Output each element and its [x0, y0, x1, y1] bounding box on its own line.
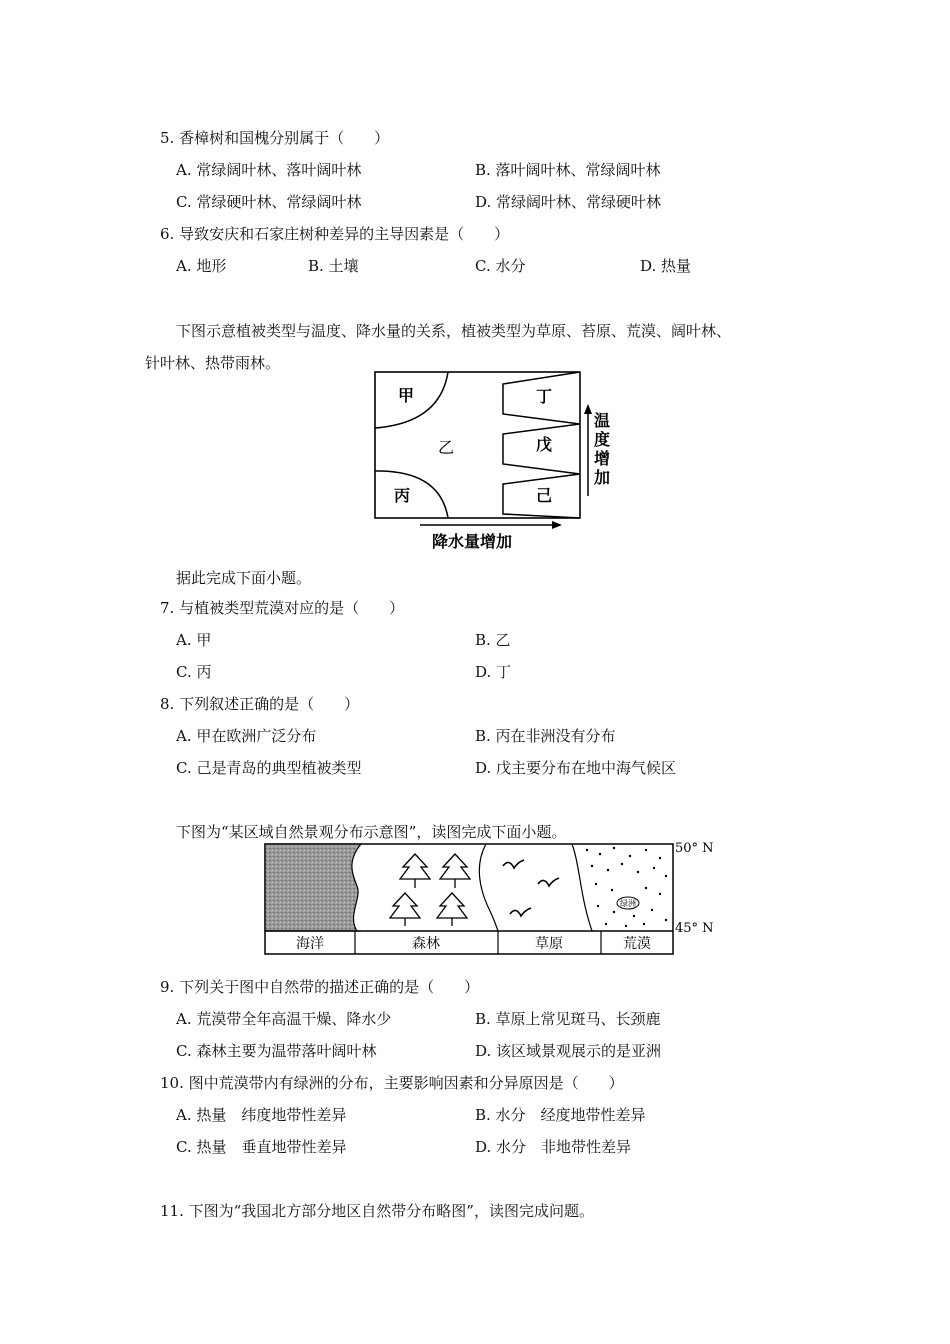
q9-stem: 9. 下列关于图中自然带的描述正确的是（ ）	[160, 978, 480, 996]
landscape-diagram	[262, 836, 722, 966]
q7-option-a[interactable]: A. 甲	[176, 631, 212, 649]
temperature-arrowhead	[584, 404, 592, 414]
q10-stem: 10. 图中荒漠带内有绿洲的分布，主要影响因素和分异原因是（ ）	[160, 1074, 624, 1092]
q5-option-d[interactable]: D. 常绿阔叶林、常绿硬叶林	[475, 193, 662, 211]
temp-label-2: 度	[594, 430, 611, 449]
vegetation-diagram	[370, 368, 620, 557]
temp-label-4: 加	[594, 468, 611, 487]
precipitation-label: 降水量增加	[432, 532, 513, 551]
q6-option-d[interactable]: D. 热量	[640, 257, 692, 275]
q5-option-a[interactable]: A. 常绿阔叶林、落叶阔叶林	[176, 161, 362, 179]
q10-option-c[interactable]: C. 热量 垂直地带性差异	[176, 1138, 347, 1156]
q6-option-b[interactable]: B. 土壤	[308, 257, 359, 275]
label-bing: 丙	[394, 486, 411, 505]
q6-stem: 6. 导致安庆和石家庄树种差异的主导因素是（ ）	[160, 225, 510, 243]
label-ding: 丁	[536, 387, 553, 406]
q5-option-b[interactable]: B. 落叶阔叶林、常绿阔叶林	[475, 161, 661, 179]
q9-option-a[interactable]: A. 荒漠带全年高温干燥、降水少	[176, 1010, 392, 1028]
label-grassland: 草原	[535, 936, 563, 952]
q5-option-c[interactable]: C. 常绿硬叶林、常绿阔叶林	[176, 193, 362, 211]
intro1-line2: 针叶林、热带雨林。	[145, 354, 281, 372]
q7-option-d[interactable]: D. 丁	[475, 663, 512, 681]
q9-option-c[interactable]: C. 森林主要为温带落叶阔叶林	[176, 1042, 377, 1060]
temp-label-3: 增	[594, 449, 611, 468]
q8-option-a[interactable]: A. 甲在欧洲广泛分布	[176, 727, 317, 745]
latitude-45n: 45° N	[675, 921, 714, 936]
label-yi: 乙	[438, 438, 455, 457]
after-diagram1: 据此完成下面小题。	[176, 569, 312, 587]
q10-option-a[interactable]: A. 热量 纬度地带性差异	[176, 1106, 347, 1124]
q8-option-b[interactable]: B. 丙在非洲没有分布	[475, 727, 616, 745]
q6-option-c[interactable]: C. 水分	[475, 257, 526, 275]
precipitation-arrowhead	[552, 521, 562, 529]
oasis-label: 绿洲	[620, 899, 636, 908]
temp-label-1: 温	[594, 411, 611, 430]
label-wu: 戊	[536, 435, 553, 454]
q7-stem: 7. 与植被类型荒漠对应的是（ ）	[160, 599, 405, 617]
q8-option-c[interactable]: C. 己是青岛的典型植被类型	[176, 759, 362, 777]
q8-option-d[interactable]: D. 戊主要分布在地中海气候区	[475, 759, 677, 777]
q10-option-b[interactable]: B. 水分 经度地带性差异	[475, 1106, 646, 1124]
q10-option-d[interactable]: D. 水分 非地带性差异	[475, 1138, 632, 1156]
label-desert: 荒漠	[623, 936, 651, 952]
intro1-line1: 下图示意植被类型与温度、降水量的关系，植被类型为草原、苔原、荒漠、阔叶林、	[176, 322, 732, 340]
label-forest: 森林	[412, 936, 440, 952]
q6-option-a[interactable]: A. 地形	[176, 257, 227, 275]
q8-stem: 8. 下列叙述正确的是（ ）	[160, 695, 360, 713]
q9-option-b[interactable]: B. 草原上常见斑马、长颈鹿	[475, 1010, 661, 1028]
q7-option-c[interactable]: C. 丙	[176, 663, 212, 681]
label-jia: 甲	[398, 386, 415, 405]
q5-stem: 5. 香樟树和国槐分别属于（ ）	[160, 129, 390, 147]
q9-option-d[interactable]: D. 该区域景观展示的是亚洲	[475, 1042, 662, 1060]
intro2: 下图为“某区域自然景观分布示意图”，读图完成下面小题。	[176, 823, 567, 841]
q7-option-b[interactable]: B. 乙	[475, 631, 511, 649]
latitude-50n: 50° N	[675, 841, 714, 856]
label-ji: 己	[536, 486, 553, 505]
label-ocean: 海洋	[296, 936, 324, 952]
q11-stem: 11. 下图为“我国北方部分地区自然带分布略图”，读图完成问题。	[160, 1202, 594, 1220]
ocean-zone	[265, 844, 361, 931]
